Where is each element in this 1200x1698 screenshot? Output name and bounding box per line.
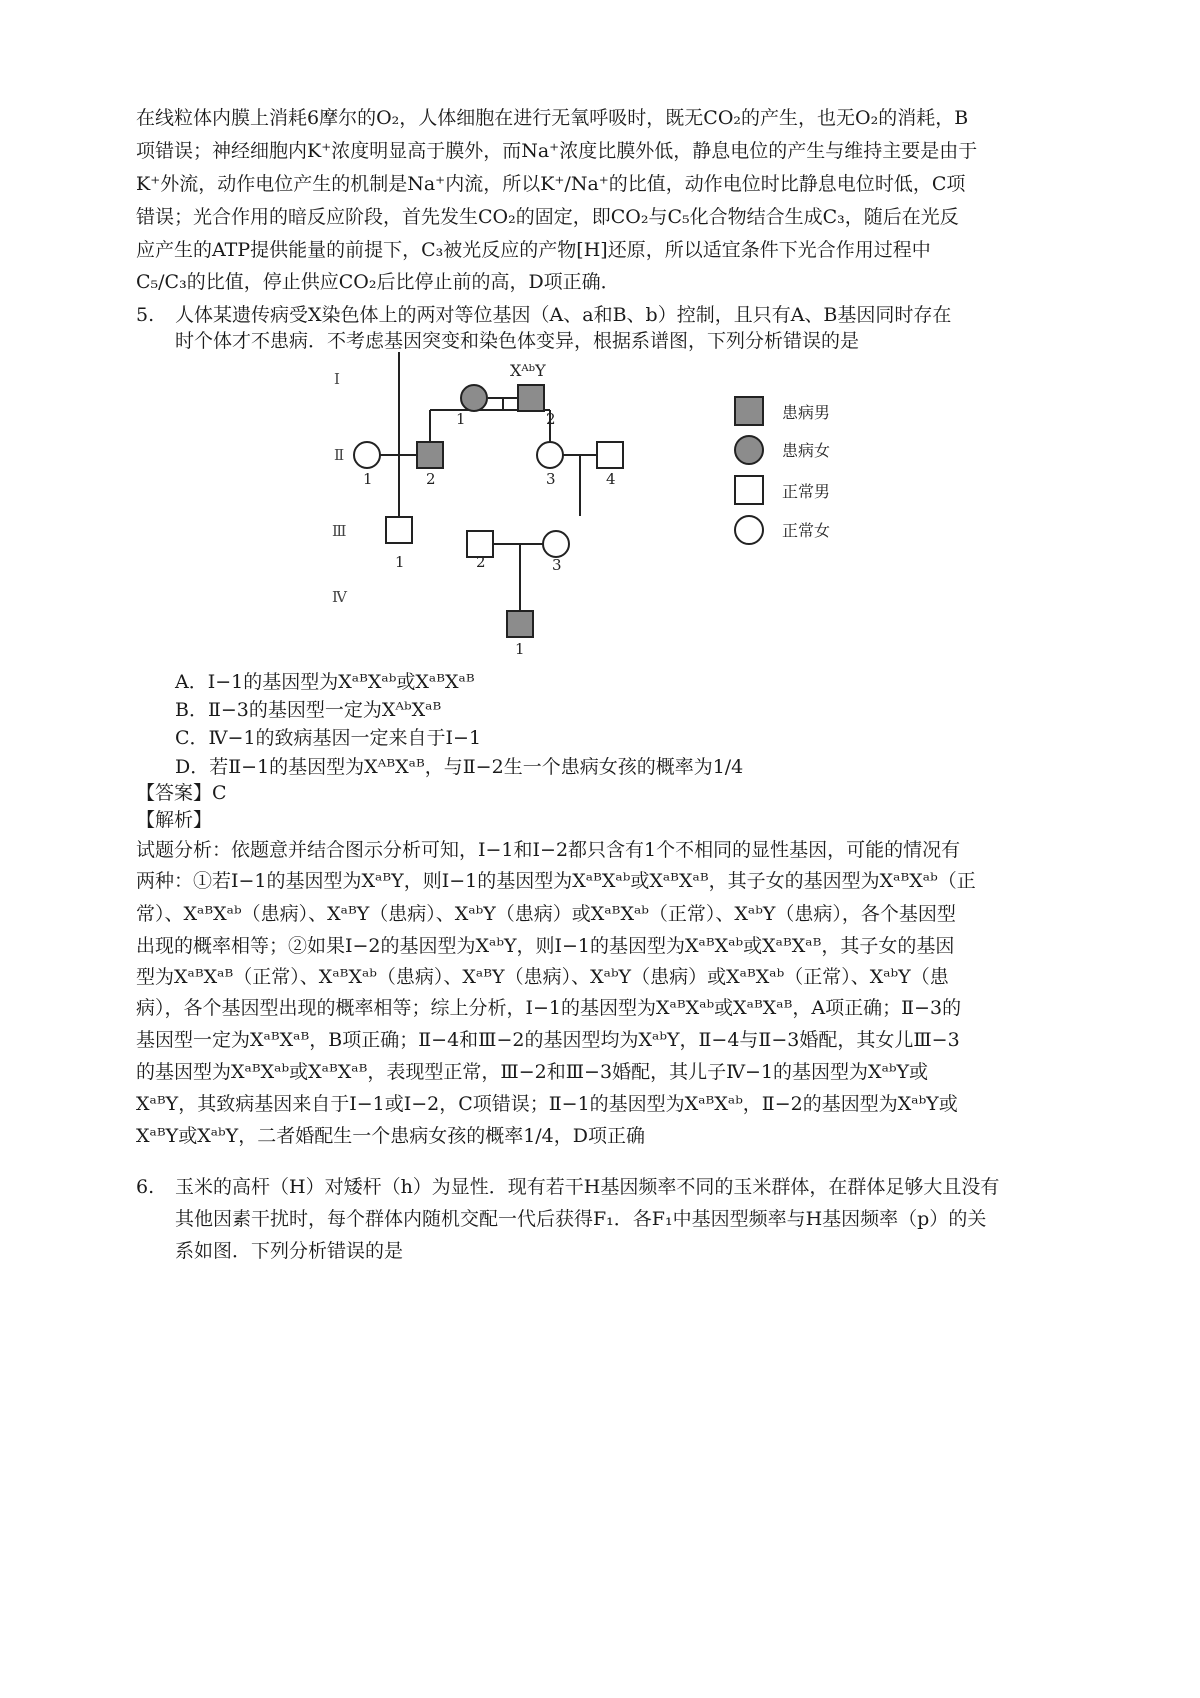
option-a: A．Ⅰ−1的基因型为XᵃᴮXᵃᵇ或XᵃᴮXᵃᴮ [175,671,475,693]
text-line: 应产生的ATP提供能量的前提下，C₃被光反应的产物[H]还原，所以适宜条件下光合作用过程中 [136,239,931,261]
individual-number: 1 [363,470,373,488]
text-line: 项错误；神经细胞内K⁺浓度明显高于膜外，而Na⁺浓度比膜外低，静息电位的产生与维持主要是由于 [136,140,978,162]
analysis-line: 两种：①若Ⅰ−1的基因型为XᵃᴮY，则Ⅰ−1的基因型为XᵃᴮXᵃᵇ或XᵃᴮXᵃᴮ，其子女的基因型为XᵃᴮXᵃᵇ（正 [136,870,976,892]
text-line: 在线粒体内膜上消耗6摩尔的O₂，人体细胞在进行无氧呼吸时，既无CO₂的产生，也无O₂的消耗，B [136,107,969,129]
pedigree-II-2-affected-male [417,442,443,468]
legend-normal-female-icon [735,516,763,544]
option-b: B．Ⅱ−3的基因型一定为XᴬᵇXᵃᴮ [175,699,442,721]
individual-number: 3 [552,556,562,574]
pedigree-III-3-normal-female [543,531,569,557]
question-stem: 玉米的高杆（H）对矮杆（h）为显性．现有若干H基因频率不同的玉米群体，在群体足够大且没有 [175,1176,1000,1198]
generation-label: Ⅰ [334,370,340,388]
analysis-line: 试题分析：依题意并结合图示分析可知，Ⅰ−1和Ⅰ−2都只含有1个不相同的显性基因，可能的情况有 [136,839,961,861]
analysis-line: 基因型一定为XᵃᴮXᵃᴮ，B项正确；Ⅱ−4和Ⅲ−2的基因型均为XᵃᵇY，Ⅱ−4与Ⅱ−3婚配，其女儿Ⅲ−3 [136,1029,960,1051]
genotype-label: XᴬᵇY [510,361,546,380]
option-c: C．Ⅳ−1的致病基因一定来自于Ⅰ−1 [175,727,482,749]
question-stem: 时个体才不患病．不考虑基因突变和染色体变异，根据系谱图，下列分析错误的是 [175,330,860,352]
legend-normal-male-icon [735,476,763,504]
legend-label: 患病男 [782,403,831,422]
individual-number: 1 [515,640,525,658]
legend-label: 正常男 [782,482,831,501]
pedigree-II-1-normal-female [354,442,380,468]
generation-label: Ⅳ [332,588,347,606]
question-number: 5. [136,304,155,326]
legend-label: 正常女 [782,521,831,540]
analysis-line: 型为XᵃᴮXᵃᴮ（正常）、XᵃᴮXᵃᵇ（患病）、XᵃᴮY（患病）、XᵃᵇY（患病）或XᵃᴮXᵃᵇ（正常）、XᵃᵇY（患 [136,966,949,988]
individual-number: 2 [476,553,486,571]
question-number: 6. [136,1176,155,1198]
pedigree-III-1-normal-male [386,517,412,543]
option-d: D．若Ⅱ−1的基因型为XᴬᴮXᵃᴮ，与Ⅱ−2生一个患病女孩的概率为1/4 [175,756,744,778]
analysis-line: XᵃᴮY或XᵃᵇY，二者婚配生一个患病女孩的概率1/4，D项正确 [136,1125,646,1147]
pedigree-II-3-normal-female [537,442,563,468]
individual-number: 2 [546,410,556,428]
legend-affected-female-icon [735,436,763,464]
analysis-line: 出现的概率相等；②如果Ⅰ−2的基因型为XᵃᵇY，则Ⅰ−1的基因型为XᵃᴮXᵃᵇ或XᵃᴮXᵃᴮ，其子女的基因 [136,935,955,957]
pedigree-I-1-affected-female [461,385,487,411]
pedigree-chart [332,352,870,662]
individual-number: 3 [546,470,556,488]
question-stem: 其他因素干扰时，每个群体内随机交配一代后获得F₁．各F₁中基因型频率与H基因频率（p）的关 [175,1208,987,1230]
text-line: C₅/C₃的比值，停止供应CO₂后比停止前的高，D项正确． [136,271,620,293]
generation-label: Ⅲ [332,522,347,540]
analysis-line: XᵃᴮY，其致病基因来自于Ⅰ−1或Ⅰ−2，C项错误；Ⅱ−1的基因型为XᵃᴮXᵃᵇ，Ⅱ−2的基因型为XᵃᵇY或 [136,1093,958,1115]
text-line: K⁺外流，动作电位产生的机制是Na⁺内流，所以K⁺/Na⁺的比值，动作电位时比静息电位时低，C项 [136,173,966,195]
legend-affected-male-icon [735,397,763,425]
pedigree-IV-1-affected-male [507,611,533,637]
text-line: 错误；光合作用的暗反应阶段，首先发生CO₂的固定，即CO₂与C₅化合物结合生成C₃，随后在光反 [136,206,959,228]
analysis-line: 常）、XᵃᴮXᵃᵇ（患病）、XᵃᴮY（患病）、XᵃᵇY（患病）或XᵃᴮXᵃᵇ（正常）、XᵃᵇY（患病），各个基因型 [136,903,956,925]
individual-number: 1 [395,553,405,571]
analysis-heading: 【解析】 [136,809,213,831]
generation-label: Ⅱ [334,446,345,464]
pedigree-I-2-affected-male [518,385,544,411]
answer-line: 【答案】C [136,782,227,804]
legend-label: 患病女 [782,441,831,460]
analysis-line: 病），各个基因型出现的概率相等；综上分析，Ⅰ−1的基因型为XᵃᴮXᵃᵇ或XᵃᴮXᵃᴮ，A项正确；Ⅱ−3的 [136,997,962,1019]
individual-number: 2 [426,470,436,488]
question-stem: 人体某遗传病受X染色体上的两对等位基因（A、a和B、b）控制，且只有A、B基因同时存在 [175,304,952,326]
analysis-line: 的基因型为XᵃᴮXᵃᵇ或XᵃᴮXᵃᴮ，表现型正常，Ⅲ−2和Ⅲ−3婚配，其儿子Ⅳ−1的基因型为XᵃᵇY或 [136,1061,929,1083]
individual-number: 4 [606,470,616,488]
individual-number: 1 [456,410,466,428]
question-stem: 系如图．下列分析错误的是 [175,1240,404,1262]
pedigree-II-4-normal-male [597,442,623,468]
